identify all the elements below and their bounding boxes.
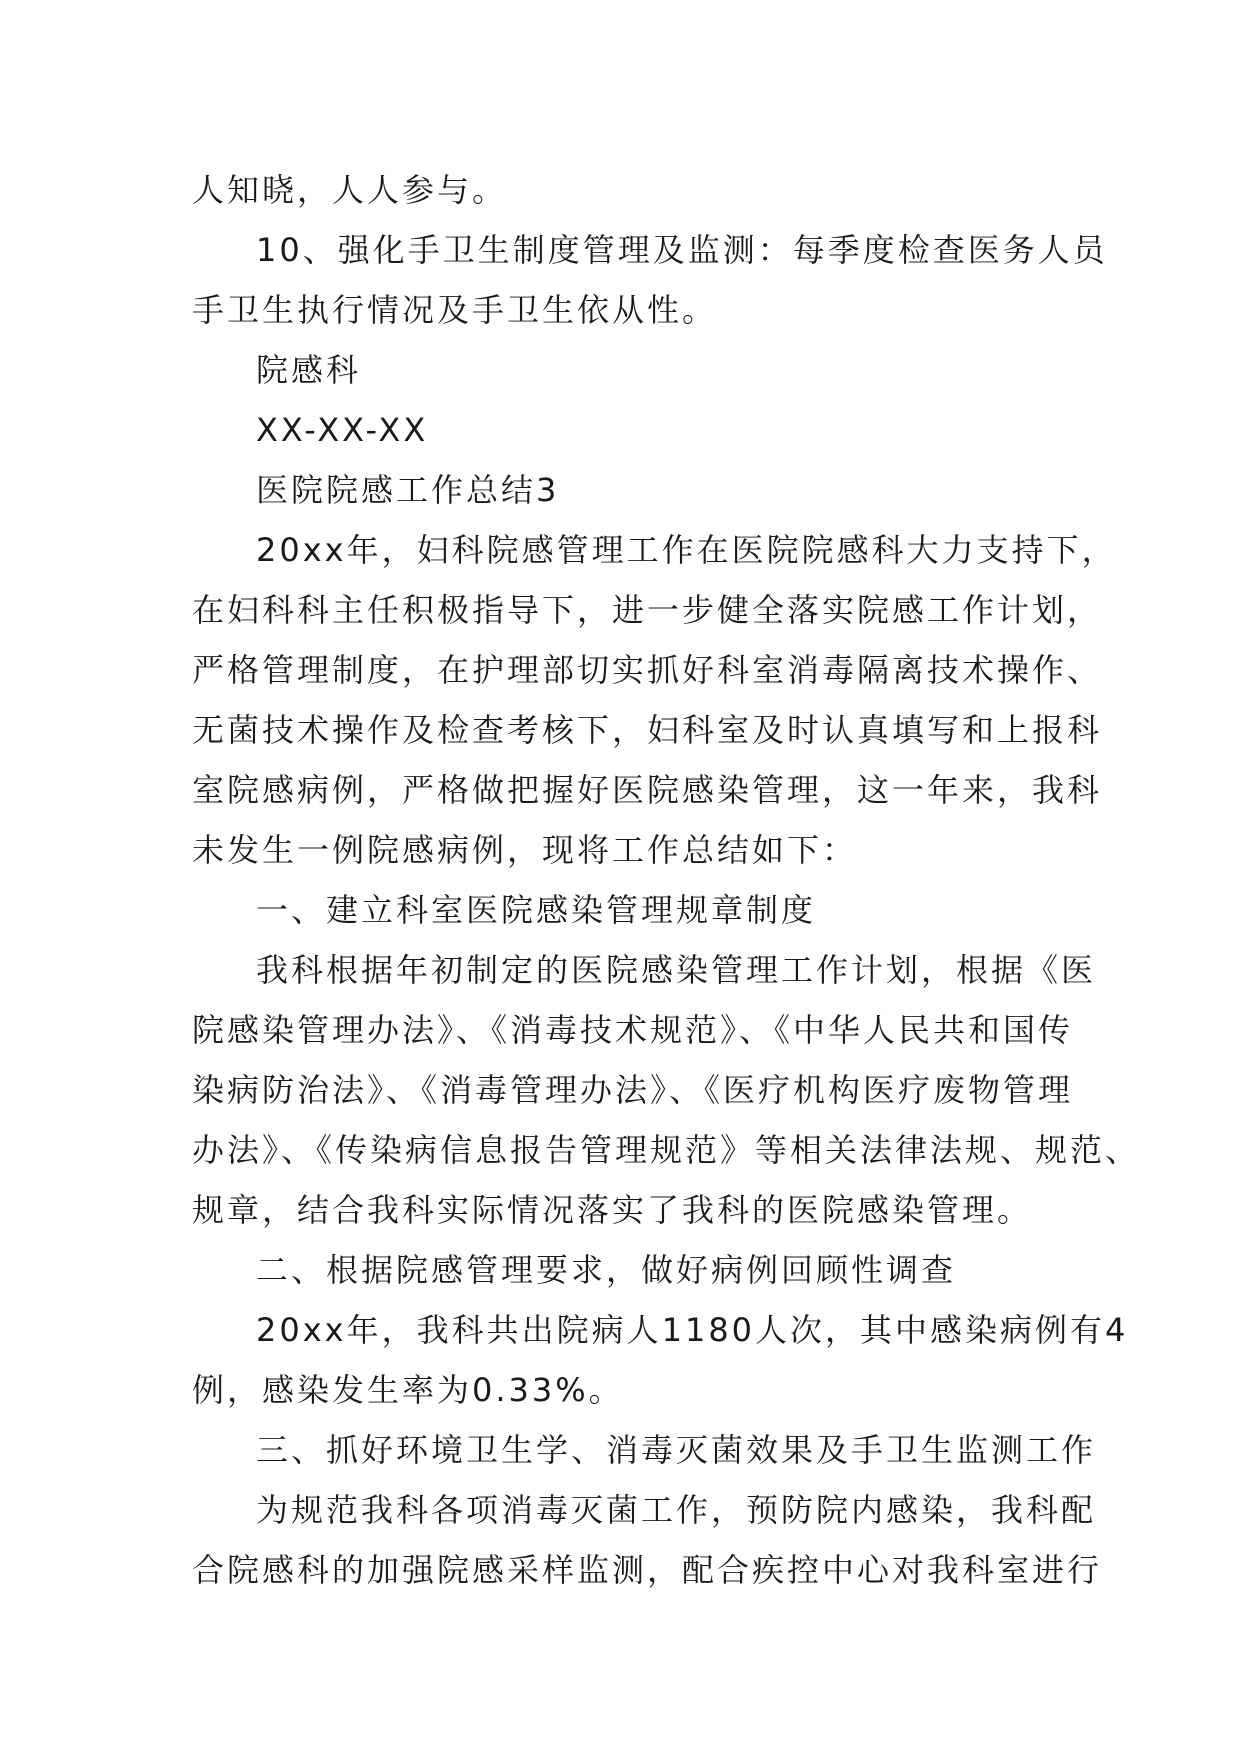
text-line: 10、强化手卫生制度管理及监测：每季度检查医务人员 [256, 231, 1108, 269]
text-line: 人知晓，人人参与。 [192, 171, 508, 209]
text-line: 未发生一例院感病例，现将工作总结如下： [192, 831, 858, 869]
section-heading: 一、建立科室医院感染管理规章制度 [256, 891, 817, 929]
section-heading: 二、根据院感管理要求，做好病例回顾性调查 [256, 1251, 957, 1289]
signature-date: XX-XX-XX [256, 411, 429, 449]
text-line: 合院感科的加强院感采样监测，配合疾控中心对我科室进行 [192, 1551, 1103, 1589]
signature-department: 院感科 [256, 351, 362, 389]
text-line: 20xx年，我科共出院病人1180人次，其中感染病例有4 [256, 1311, 1129, 1349]
text-line: 我科根据年初制定的医院感染管理工作计划，根据《医 [256, 951, 1097, 989]
text-line: 室院感病例，严格做把握好医院感染管理，这一年来，我科 [192, 771, 1103, 809]
text-line: 办法》、《传染病信息报告管理规范》等相关法律法规、规范、 [192, 1131, 1141, 1169]
document-body [192, 160, 1141, 1600]
text-line: 院感染管理办法》、《消毒技术规范》、《中华人民共和国传 [192, 1011, 1074, 1049]
text-line: 手卫生执行情况及手卫生依从性。 [192, 291, 718, 329]
text-line: 规章，结合我科实际情况落实了我科的医院感染管理。 [192, 1191, 1033, 1229]
text-line: 染病防治法》、《消毒管理办法》、《医疗机构医疗废物管理 [192, 1071, 1074, 1109]
text-line: 为规范我科各项消毒灭菌工作，预防院内感染，我科配 [256, 1491, 1097, 1529]
text-line: 无菌技术操作及检查考核下，妇科室及时认真填写和上报科 [192, 711, 1103, 749]
text-line: 严格管理制度，在护理部切实抓好科室消毒隔离技术操作、 [192, 651, 1103, 689]
text-line: 20xx年，妇科院感管理工作在医院院感科大力支持下， [256, 531, 1117, 569]
section-title: 医院院感工作总结3 [256, 471, 560, 509]
text-line: 在妇科科主任积极指导下，进一步健全落实院感工作计划， [192, 591, 1103, 629]
text-line: 例，感染发生率为0.33%。 [192, 1371, 624, 1409]
section-heading: 三、抓好环境卫生学、消毒灭菌效果及手卫生监测工作 [256, 1431, 1097, 1469]
